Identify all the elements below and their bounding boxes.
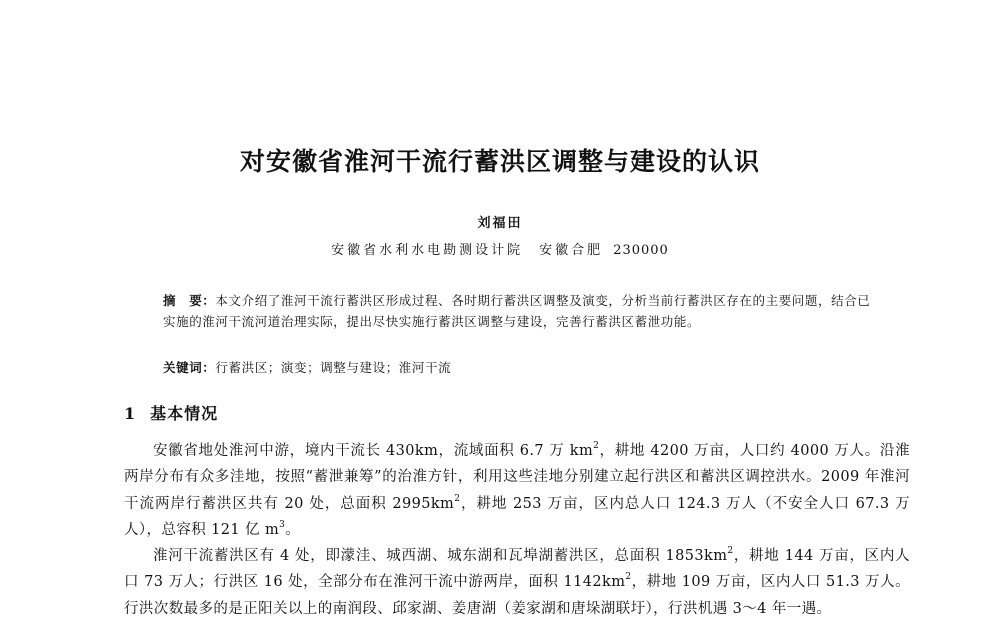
text-run: ，耕地 4200 万亩，人口约 4000 万人。沿淮两岸分布有众多洼地，按照“蓄泄兼筹”的治淮方针，利用这些洼地分别建立起行洪区和蓄洪区调控洪水。2009 年淮河干流两岸行蓄洪区共有 20 处，总面积 2995km	[124, 443, 911, 512]
section-heading	[124, 401, 218, 424]
paper-title: 对安徽省淮河干流行蓄洪区调整与建设的认识	[239, 147, 760, 176]
superscript: 2	[593, 441, 600, 451]
superscript: 2	[625, 572, 632, 583]
text-run: ，耕地 144 万亩，区内人口 73 万人；行洪区 16 处，全部分布在淮河干流中游两岸，面积 1142km	[124, 548, 910, 591]
keywords	[163, 357, 873, 378]
section-title: 基本情况	[150, 404, 219, 423]
text-run: 淮河干流蓄洪区有 4 处，即濛洼、城西湖、城东湖和瓦埠湖蓄洪区，总面积 1853km	[153, 548, 728, 565]
abstract-label: 摘 要：	[163, 293, 216, 308]
text-run: ，耕地 109 万亩，区内人口 51.3 万人。行洪次数最多的是正阳关以上的南润段、邱家湖、姜唐湖（姜家湖和唐垛湖联圩），行洪机遇 3～4 年一遇。	[124, 574, 910, 617]
author-name: 刘福田	[477, 216, 523, 231]
section-number: 1	[124, 404, 137, 423]
superscript: 3	[279, 519, 286, 530]
author-affiliation	[0, 239, 1000, 258]
superscript: 2	[454, 493, 461, 504]
paragraph	[124, 438, 910, 543]
abstract-text: 本文介绍了淮河干流行蓄洪区形成过程、各时期行蓄洪区调整及演变，分析当前行蓄洪区存在的主要问题，结合已实施的淮河干流河道治理实际，提出尽快实施行蓄洪区调整与建设，完善行蓄洪区蓄泄功能。	[163, 293, 871, 329]
body-text	[124, 438, 910, 622]
text-run: ，耕地 253 万亩，区内总人口 124.3 万人（不安全人口 67.3 万人），总容积 121 亿 m	[124, 495, 910, 538]
keywords-label: 关键词：	[163, 360, 216, 375]
paragraph	[124, 543, 910, 622]
keywords-text: 行蓄洪区；演变；调整与建设；淮河干流	[215, 360, 452, 375]
superscript: 2	[727, 546, 734, 557]
text-run: 。	[285, 521, 301, 538]
postcode: 230000	[613, 243, 669, 258]
text-run: 安徽省地处淮河中游，境内干流长 430km，流域面积 6.7 万 km	[153, 443, 594, 459]
abstract	[163, 290, 873, 332]
affiliation-text: 安徽省水利水电勘测设计院 安徽合肥	[331, 243, 604, 258]
